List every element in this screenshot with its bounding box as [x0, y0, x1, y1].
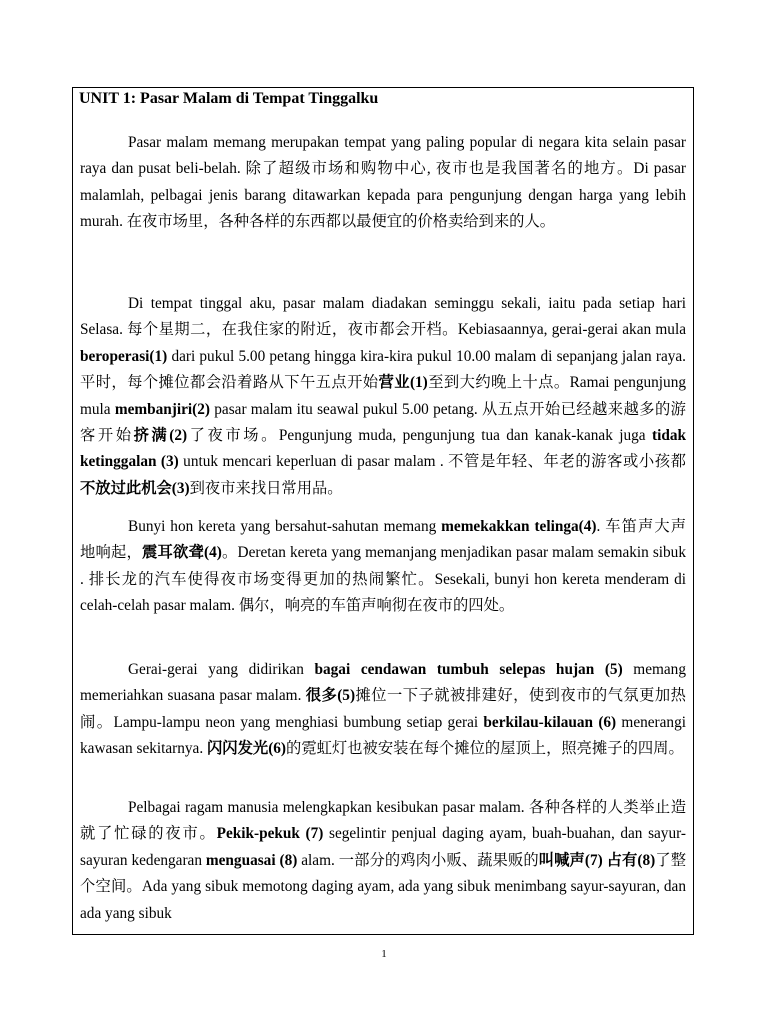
text-run: . 车笛声大声地响起，	[80, 518, 686, 562]
text-run: 的霓虹灯也被安装在每个摊位的屋顶上，照亮摊子的四周。	[286, 740, 684, 758]
paragraph-5	[80, 795, 686, 927]
text-run: menerangi kawasan sekitarnya.	[80, 713, 686, 758]
bold-term: beroperasi	[80, 347, 150, 365]
bold-term: memekakkan telinga(4)	[441, 518, 597, 535]
text-run: Pelbagai ragam manusia melengkapkan kesibukan pasar malam. 各种各样的人类举止造就了忙碌的夜市。	[80, 799, 686, 843]
text-run: segelintir penjual daging ayam, buah-buahan, dan sayur-sayuran kedengaran	[80, 825, 686, 869]
bold-term: tidak ketinggalan (3)	[80, 427, 686, 471]
text-run: 了整个空间。Ada yang sibuk memotong daging ayam, ada yang sibuk menimbang sayur-sayuran, dan ada yang sibuk	[80, 851, 687, 922]
bold-term: menguasai (8)	[205, 851, 298, 869]
text-run: Gerai-gerai yang didirikan	[128, 661, 315, 678]
text-run: dari pukul 5.00 petang hingga kira-kira pukul 10.00 malam di sepanjang jalan raya. 平时，每个摊位都会沿着路从下午五点开始	[80, 347, 686, 392]
unit-title: UNIT 1: Pasar Malam di Tempat Tinggalku	[79, 90, 379, 107]
text-run: 到夜市来找日常用品。	[189, 479, 343, 497]
paragraph-1	[80, 130, 686, 236]
text-run: Di tempat tinggal aku, pasar malam diadakan seminggu sekali, iaitu pada setiap hari Selasa. 每个星期二，在我住家的附近，夜市都会开档。Kebiasaannya, gerai-gerai akan mula	[80, 295, 686, 339]
bold-term: 不放过此机会(3)	[80, 479, 190, 497]
bold-term: 营业(1)	[378, 374, 428, 392]
text-run: 。Deretan kereta yang memanjang menjadikan pasar malam semakin sibuk . 排长龙的汽车使得夜市场变得更加的热闹繁忙。Sesekali, bunyi hon kereta menderam di celah-celah pasar malam. 偶尔，响亮的车笛声响彻在夜市的四处。	[80, 544, 686, 615]
page-number: 1	[381, 948, 387, 960]
paragraph-2	[80, 291, 686, 502]
text-run: Pasar malam memang merupakan tempat yang paling popular di negara kita selain pasar raya dan pusat beli-belah. 除了超级市场和购物中心, 夜市也是我国著名的地方。Di pasar malamlah, pelbagai jenis barang ditawarkan kepada para pengunjung dengan harga yang lebih murah. 在夜市场里，各种各样的东西都以最便宜的价格卖给到来的人。	[80, 134, 686, 231]
text-run: untuk mencari keperluan di pasar malam . 不管是年轻、年老的游客或小孩都	[178, 453, 686, 471]
bold-term: 叫喊声(7) 占有(8)	[538, 851, 656, 869]
text-run: 了夜市场。Pengunjung muda, pengunjung tua dan kanak-kanak juga	[187, 427, 652, 445]
text-run: pasar malam itu seawal pukul 5.00 petang. 从五点开始已经越来越多的游客开始	[80, 400, 686, 445]
text-run: alam. 一部分的鸡肉小贩、蔬果贩的	[297, 851, 539, 869]
bold-term: 闪闪发光(6)	[207, 740, 287, 758]
text-run: 至到大约晚上十点。Ramai pengunjung mula	[80, 374, 686, 418]
text-run: memang memeriahkan suasana pasar malam.	[80, 661, 686, 705]
text-run: 摊位一下子就被排建好，使到夜市的气氛更加热闹。Lampu-lampu neon yang menghiasi bumbung setiap gerai	[80, 687, 686, 731]
bold-term: membanjiri(2)	[114, 400, 211, 418]
bold-term: Pekik-pekuk (7)	[216, 825, 324, 843]
text-run: Bunyi hon kereta yang bersahut-sahutan memang	[128, 518, 442, 535]
bold-term: 震耳欲聋(4)	[142, 544, 222, 562]
bold-term: bagai cendawan tumbuh selepas hujan (5)	[314, 661, 623, 678]
bold-term: (1)	[149, 347, 168, 365]
paragraph-3	[80, 514, 686, 620]
bold-term: 很多(5)	[305, 687, 356, 705]
bold-term: berkilau-kilauan (6)	[483, 713, 617, 731]
paragraph-4	[80, 657, 686, 763]
bold-term: 挤满(2)	[133, 427, 188, 445]
